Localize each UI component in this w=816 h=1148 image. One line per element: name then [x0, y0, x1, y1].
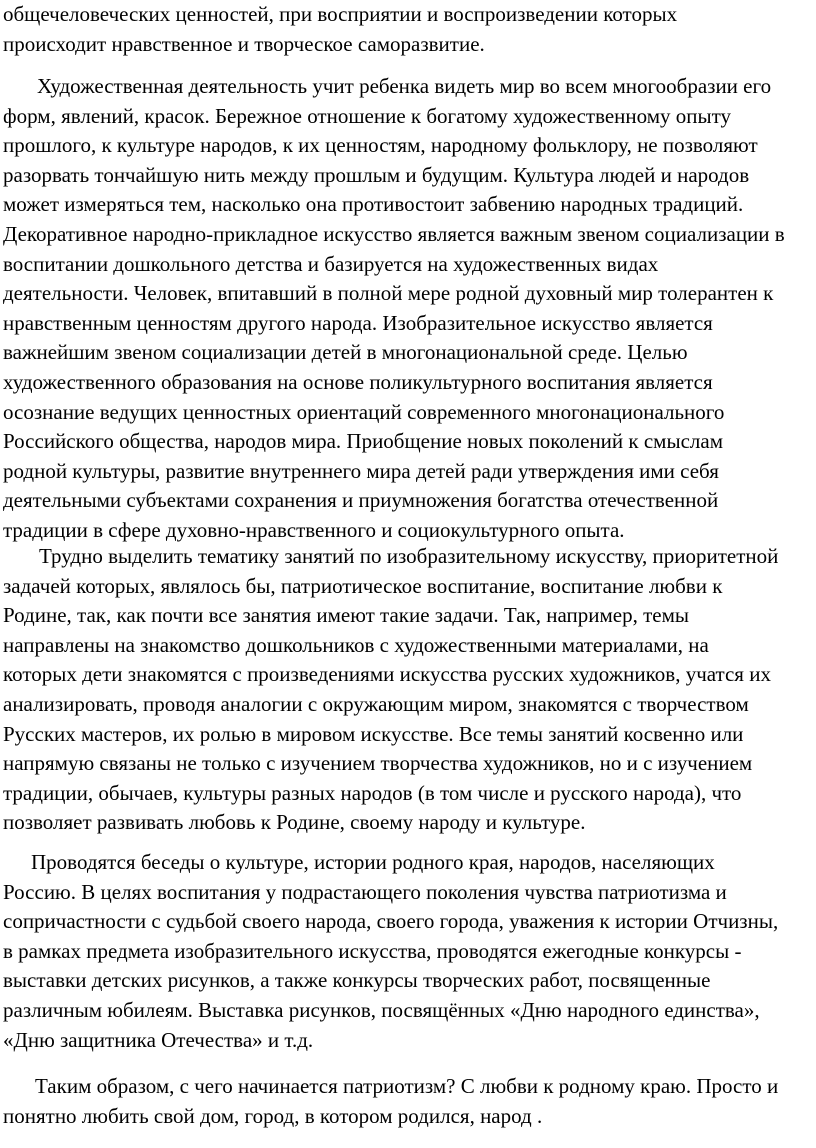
text-line: прошлого, к культуре народов, к их ценностям, народному фольклору, не позволяют [3, 133, 758, 158]
text-line: осознание ведущих ценностных ориентаций современного многонационального [3, 399, 725, 424]
text-line: традиции в сфере духовно-нравственного и социокультурного опыта. [3, 517, 625, 542]
text-line: разорвать тончайшую нить между прошлым и будущим. Культура людей и народов [3, 162, 750, 187]
paragraph-4 [3, 848, 816, 1055]
text-line: художественного образования на основе поликультурного воспитания является [3, 369, 713, 394]
text-line: традиции, обычаев, культуры разных народов (в том числе и русского народа), что [3, 780, 742, 805]
text-line: деятельными субъектами сохранения и приумножения богатства отечественной [3, 488, 719, 513]
text-line: Трудно выделить тематику занятий по изобразительному искусству, приоритетной [39, 544, 779, 568]
text-line: различным юбилеям. Выставка рисунков, посвящённых «Дню народного единства», [3, 997, 760, 1022]
paragraph-5 [3, 1072, 816, 1131]
text-line: может измеряться тем, насколько она противостоит забвению народных традиций. [3, 192, 744, 217]
text-line: Таким образом, с чего начинается патриотизм? С любви к родному краю. Просто и [35, 1074, 779, 1098]
text-line: Российского общества, народов мира. Приобщение новых поколений к смыслам [3, 429, 723, 454]
text-line: Проводятся беседы о культуре, истории родного края, народов, населяющих [31, 850, 715, 874]
text-line: родной культуры, развитие внутреннего мира детей ради утверждения ими себя [3, 458, 719, 483]
text-line: «Дню защитника Отечества» и т.д. [3, 1027, 314, 1052]
text-line: Родине, так, как почти все занятия имеют такие задачи. Так, например, темы [3, 603, 689, 628]
text-line: сопричастности с судьбой своего народа, своего города, уважения к истории Отчизны, [3, 909, 779, 934]
text-line: в рамках предмета изобразительного искусства, проводятся ежегодные конкурсы - [3, 938, 742, 963]
text-line: анализировать, проводя аналогии с окружающим миром, знакомятся с творчеством [3, 691, 749, 716]
text-line: общечеловеческих ценностей, при восприятии и воспроизведении которых [3, 2, 678, 26]
paragraph-1 [3, 0, 816, 59]
text-line: позволяет развивать любовь к Родине, своему народу и культуре. [3, 810, 586, 835]
text-line: понятно любить свой дом, город, в котором родился, народ . [3, 1103, 543, 1128]
text-line: направлены на знакомство дошкольников с художественными материалами, на [3, 632, 709, 657]
text-line: напрямую связаны не только с изучением творчества художников, но и с изучением [3, 751, 753, 776]
text-line: воспитании дошкольного детства и базируется на художественных видах [3, 251, 659, 276]
text-line: Художественная деятельность учит ребенка видеть мир во всем многообразии его [37, 74, 772, 98]
text-line: которых дети знакомятся с произведениями искусства русских художников, учатся их [3, 662, 771, 687]
text-line: важнейшим звеном социализации детей в многонациональной среде. Целью [3, 340, 688, 365]
text-line: выставки детских рисунков, а также конкурсы творческих работ, посвященные [3, 968, 711, 993]
paragraph-2 [3, 72, 816, 546]
text-line: деятельности. Человек, впитавший в полной мере родной духовный мир толерантен к [3, 281, 774, 306]
text-line: Русских мастеров, их ролью в мировом искусстве. Все темы занятий косвенно или [3, 721, 744, 746]
text-line: нравственным ценностям другого народа. Изобразительное искусство является [3, 310, 713, 335]
text-line: задачей которых, являлось бы, патриотическое воспитание, воспитание любви к [3, 573, 723, 598]
text-line: Декоративное народно-прикладное искусство является важным звеном социализации в [3, 221, 785, 246]
text-line: форм, явлений, красок. Бережное отношение к богатому художественному опыту [3, 103, 732, 128]
text-line: происходит нравственное и творческое саморазвитие. [3, 31, 485, 56]
paragraph-3 [3, 542, 816, 838]
text-line: Россию. В целях воспитания у подрастающего поколения чувства патриотизма и [3, 879, 727, 904]
